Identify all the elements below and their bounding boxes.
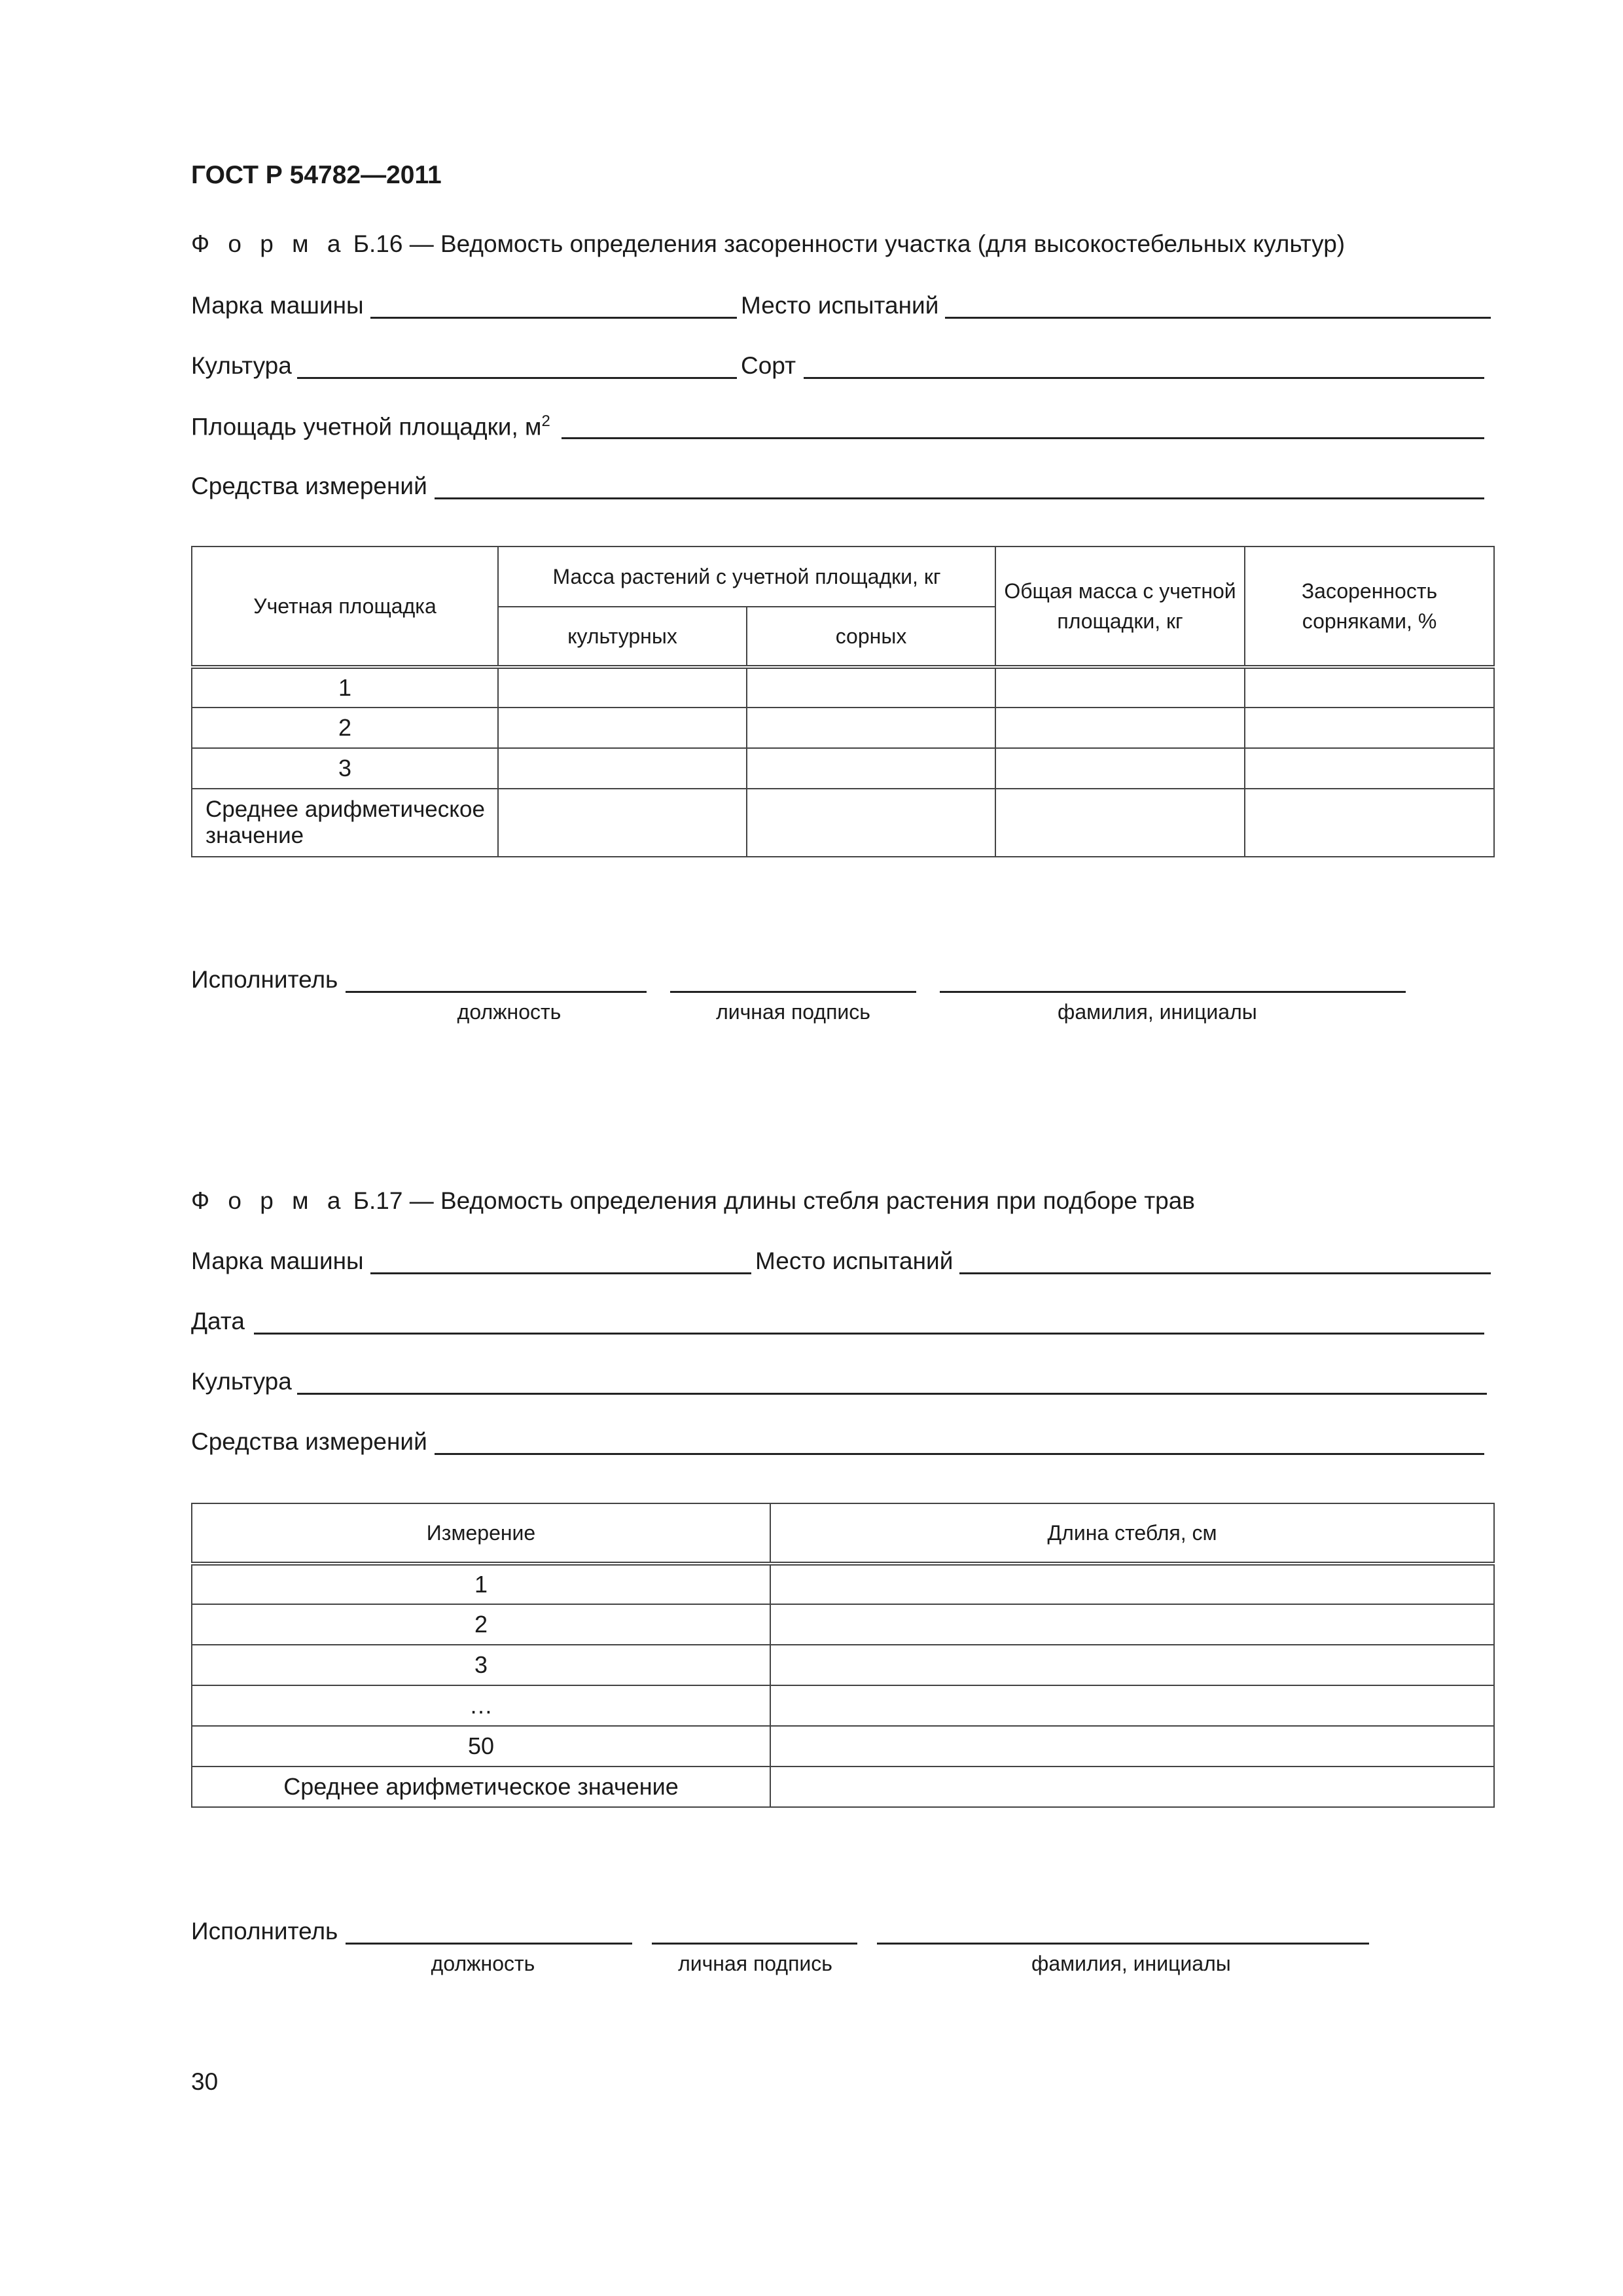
form17-col-meas: Измерение xyxy=(192,1503,770,1564)
form16-cap-signature: личная подпись xyxy=(716,1000,870,1024)
form17-row-num: 1 xyxy=(192,1564,770,1604)
cell[interactable] xyxy=(770,1685,1494,1726)
form16-executor-label: Исполнитель xyxy=(191,966,338,993)
form17-machine-label: Марка машины xyxy=(191,1247,364,1274)
form16-col-pct: Засоренность сорняками, % xyxy=(1245,547,1494,667)
form16-col-cult: культурных xyxy=(498,607,747,667)
cell[interactable] xyxy=(995,667,1245,708)
table-row xyxy=(192,789,1494,857)
cell[interactable] xyxy=(498,748,747,789)
form16-col-total: Общая масса с учетной площадки, кг xyxy=(995,547,1245,667)
form16-machine-label: Марка машины xyxy=(191,292,364,319)
cell[interactable] xyxy=(1245,748,1494,789)
form16-heading xyxy=(191,230,1345,258)
form16-variety-label: Сорт xyxy=(741,352,796,379)
form16-culture-field[interactable] xyxy=(297,377,737,379)
cell[interactable] xyxy=(770,1767,1494,1807)
cell[interactable] xyxy=(995,708,1245,748)
table-row xyxy=(192,1726,1494,1767)
table-row xyxy=(192,1645,1494,1685)
form17-cap-signature: личная подпись xyxy=(678,1952,832,1975)
form16-table xyxy=(191,546,1495,857)
cell[interactable] xyxy=(1245,708,1494,748)
form16-title: Б.16 — Ведомость определения засоренности участка (для высокостебельных культур) xyxy=(353,230,1346,257)
cell[interactable] xyxy=(498,708,747,748)
cell[interactable] xyxy=(747,708,995,748)
cell[interactable] xyxy=(995,748,1245,789)
cell[interactable] xyxy=(770,1645,1494,1685)
form16-cap-name: фамилия, инициалы xyxy=(1058,1000,1257,1024)
form17-avg-label: Среднее арифметическое значение xyxy=(192,1767,770,1807)
form17-col-len: Длина стебля, см xyxy=(770,1503,1494,1564)
form16-prefix: Ф о р м а xyxy=(191,230,347,257)
form17-row-num: 3 xyxy=(192,1645,770,1685)
form17-machine-field[interactable] xyxy=(370,1272,751,1274)
form17-date-label: Дата xyxy=(191,1308,245,1335)
form16-variety-field[interactable] xyxy=(804,377,1484,379)
table-row xyxy=(192,748,1494,789)
form16-avg-label: Среднее арифметическое значение xyxy=(192,789,498,857)
form17-place-field[interactable] xyxy=(959,1272,1491,1274)
form16-row-num: 1 xyxy=(192,667,498,708)
form17-cap-position: должность xyxy=(431,1952,535,1975)
form17-tools-field[interactable] xyxy=(435,1453,1484,1455)
cell[interactable] xyxy=(1245,667,1494,708)
form17-heading xyxy=(191,1187,1195,1215)
table-row xyxy=(192,1685,1494,1726)
form17-executor-label: Исполнитель xyxy=(191,1918,338,1945)
form17-signature-field[interactable] xyxy=(652,1943,857,1945)
form16-col-area: Учетная площадка xyxy=(192,547,498,667)
page-number: 30 xyxy=(191,2068,219,2095)
form17-date-field[interactable] xyxy=(254,1333,1484,1335)
form16-area-text: Площадь учетной площадки, м xyxy=(191,413,542,440)
form16-place-label: Место испытаний xyxy=(741,292,939,319)
table-row xyxy=(192,1564,1494,1604)
form16-area-label xyxy=(191,412,550,440)
form17-culture-label: Культура xyxy=(191,1368,292,1395)
form16-col-weed: сорных xyxy=(747,607,995,667)
form16-tools-field[interactable] xyxy=(435,497,1484,499)
cell[interactable] xyxy=(770,1726,1494,1767)
table-row xyxy=(192,667,1494,708)
cell[interactable] xyxy=(747,789,995,857)
table-row xyxy=(192,1604,1494,1645)
form16-place-field[interactable] xyxy=(945,317,1491,319)
cell[interactable] xyxy=(770,1604,1494,1645)
form16-cap-position: должность xyxy=(457,1000,562,1024)
cell[interactable] xyxy=(747,667,995,708)
form17-title: Б.17 — Ведомость определения длины стебля растения при подборе трав xyxy=(353,1187,1195,1214)
form17-row-num: … xyxy=(192,1685,770,1726)
form17-culture-field[interactable] xyxy=(297,1393,1487,1395)
document-code: ГОСТ Р 54782—2011 xyxy=(191,161,442,189)
form17-row-num: 2 xyxy=(192,1604,770,1645)
cell[interactable] xyxy=(498,667,747,708)
form16-position-field[interactable] xyxy=(346,991,647,993)
form17-tools-label: Средства измерений xyxy=(191,1428,427,1455)
form17-row-num: 50 xyxy=(192,1726,770,1767)
form17-table xyxy=(191,1503,1495,1808)
form16-signature-field[interactable] xyxy=(670,991,916,993)
table-row xyxy=(192,708,1494,748)
table-row xyxy=(192,1767,1494,1807)
form16-row-num: 3 xyxy=(192,748,498,789)
form17-position-field[interactable] xyxy=(346,1943,632,1945)
form16-culture-label: Культура xyxy=(191,352,292,379)
form16-tools-label: Средства измерений xyxy=(191,473,427,499)
form16-area-sup: 2 xyxy=(541,412,550,430)
cell[interactable] xyxy=(1245,789,1494,857)
form16-machine-field[interactable] xyxy=(370,317,737,319)
cell[interactable] xyxy=(770,1564,1494,1604)
cell[interactable] xyxy=(995,789,1245,857)
form16-name-field[interactable] xyxy=(940,991,1406,993)
form17-name-field[interactable] xyxy=(877,1943,1369,1945)
form16-area-field[interactable] xyxy=(562,437,1484,439)
cell[interactable] xyxy=(747,748,995,789)
form17-prefix: Ф о р м а xyxy=(191,1187,347,1214)
form16-col-mass: Масса растений с учетной площадки, кг xyxy=(498,547,995,607)
form17-cap-name: фамилия, инициалы xyxy=(1031,1952,1231,1975)
cell[interactable] xyxy=(498,789,747,857)
form17-place-label: Место испытаний xyxy=(755,1247,954,1274)
form16-row-num: 2 xyxy=(192,708,498,748)
